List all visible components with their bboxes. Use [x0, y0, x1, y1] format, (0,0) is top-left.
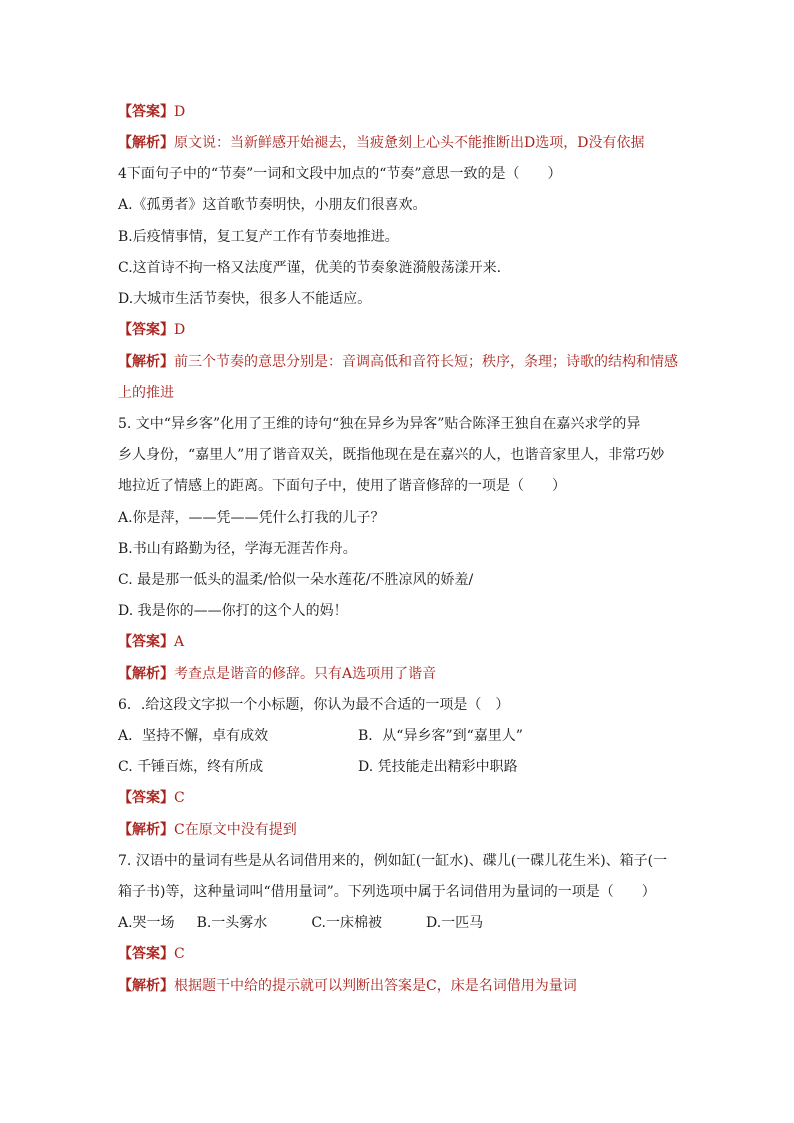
q6-option-c: C. 千锤百炼，终有所成 [118, 759, 264, 775]
q4-stem: 4下面句子中的“节奏”一词和文段中加点的“节奏”意思一致的是（ ） [118, 166, 562, 182]
answer-value: D [174, 104, 186, 120]
q3-analysis [118, 133, 688, 153]
q6-options-row-1 [118, 726, 688, 746]
analysis-tag: 【解析】 [118, 135, 174, 151]
q4-answer [118, 320, 688, 340]
analysis-text: 原文说：当新鲜感开始褪去，当疲惫刻上心头不能推断出D选项，D没有依据 [174, 135, 645, 151]
q6-analysis [118, 820, 688, 840]
q6-option-d: D. 凭技能走出精彩中职路 [358, 759, 518, 775]
q7-option-b: B.一头雾水 [196, 915, 268, 931]
answer-value: D [174, 322, 186, 338]
q7-option-d: D.一匹马 [425, 915, 484, 931]
answer-tag: 【答案】 [118, 790, 174, 806]
q5-option-d: D. 我是你的——你打的这个人的妈！ [118, 603, 348, 619]
q5-option-b: B.书山有路勤为径，学海无涯苦作舟。 [118, 541, 357, 557]
q3-answer [118, 102, 688, 122]
q4-option-c: C.这首诗不拘一格又法度严谨，优美的节奏象涟漪般荡漾开来. [118, 260, 502, 276]
answer-tag: 【答案】 [118, 634, 174, 650]
q7-options [118, 913, 688, 933]
q4-analysis-continued: 上的推进 [118, 385, 174, 401]
analysis-text: C在原文中没有提到 [174, 822, 297, 838]
q5-stem-line-1: 5. 文中“异乡客”化用了王维的诗句“独在异乡为异客”贴合陈泽王独自在嘉兴求学的异 [118, 416, 641, 432]
q5-option-c: C. 最是那一低头的温柔/恰似一朵水莲花/不胜凉风的娇羞/ [118, 572, 474, 588]
q6-answer [118, 788, 688, 808]
analysis-tag: 【解析】 [118, 666, 174, 682]
analysis-tag: 【解析】 [118, 822, 174, 838]
answer-value: C [174, 946, 185, 962]
analysis-text: 考查点是谐音的修辞。只有A选项用了谐音 [174, 666, 437, 682]
q5-answer [118, 632, 688, 652]
q7-stem-line-2: 箱子书)等，这种量词叫“借用量词”。下列选项中属于名词借用为量词的一项是（ ） [118, 884, 656, 900]
analysis-text: 根据题干中给的提示就可以判断出答案是C，床是名词借用为量词 [174, 978, 577, 994]
answer-tag: 【答案】 [118, 104, 174, 120]
q7-option-c: C.一床棉被 [311, 915, 382, 931]
q7-answer [118, 944, 688, 964]
q6-options-row-2 [118, 757, 688, 777]
q4-option-b: B.后疫情事情，复工复产工作有节奏地推进。 [118, 229, 399, 245]
q6-option-b: B．从“异乡客”到“嘉里人” [358, 728, 523, 744]
answer-value: C [174, 790, 185, 806]
answer-tag: 【答案】 [118, 322, 174, 338]
q6-stem: 6．.给这段文字拟一个小标题，你认为最不合适的一项是（ ） [118, 697, 510, 713]
analysis-text: 前三个节奏的意思分别是：音调高低和音符长短；秩序，条理；诗歌的结构和情感 [174, 354, 678, 370]
q5-stem-line-3: 地拉近了情感上的距离。下面句子中，使用了谐音修辞的一项是（ ） [118, 478, 566, 494]
analysis-tag: 【解析】 [118, 978, 174, 994]
q4-analysis [118, 352, 688, 372]
q5-analysis [118, 664, 688, 684]
q7-stem-line-1: 7. 汉语中的量词有些是从名词借用来的，例如缸(一缸水)、碟儿(一碟儿花生米)、箱子(一 [118, 853, 668, 869]
answer-value: A [174, 634, 185, 650]
q7-analysis [118, 976, 688, 996]
q4-option-d: D.大城市生活节奏快，很多人不能适应。 [118, 291, 372, 307]
q5-stem-line-2: 乡人身份，“嘉里人”用了谐音双关，既指他现在是在嘉兴的人，也谐音家里人，非常巧妙 [118, 447, 665, 463]
analysis-tag: 【解析】 [118, 354, 174, 370]
q5-option-a: A.你是萍，——凭——凭什么打我的儿子？ [118, 510, 385, 526]
q4-option-a: A.《孤勇者》这首歌节奏明快，小朋友们很喜欢。 [118, 197, 427, 213]
answer-tag: 【答案】 [118, 946, 174, 962]
q6-option-a: A．坚持不懈，卓有成效 [118, 728, 269, 744]
q7-option-a: A.哭一场 [118, 915, 175, 931]
